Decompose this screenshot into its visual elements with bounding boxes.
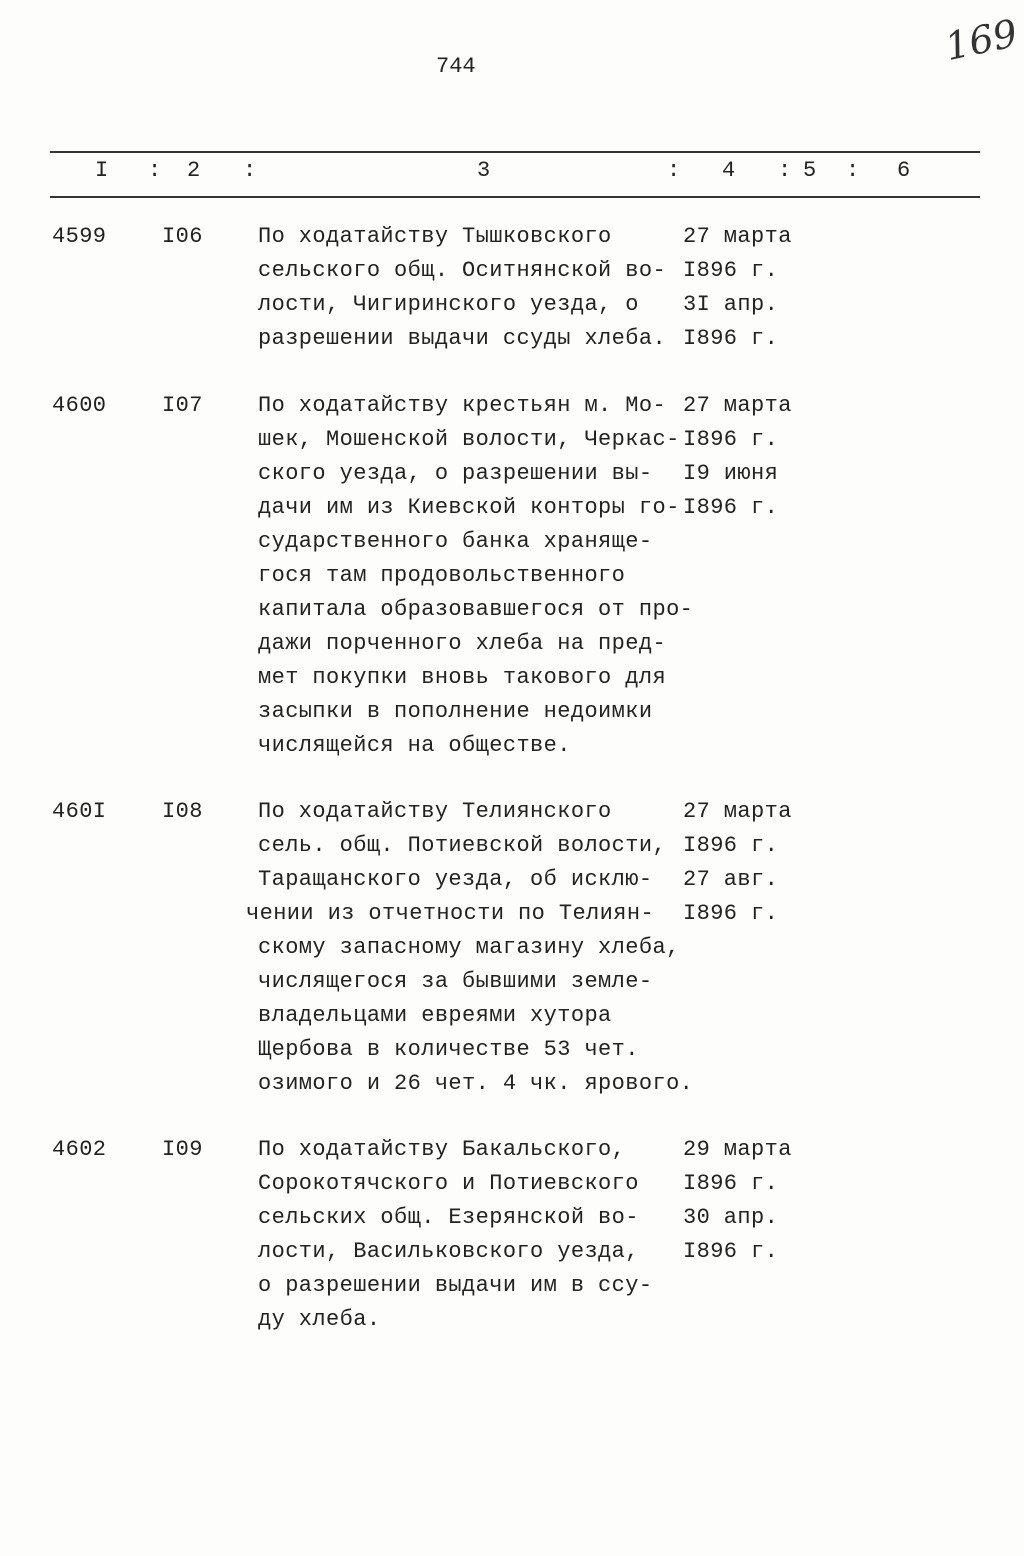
date-line: I896 г. [683, 495, 779, 520]
description-line: сель. общ. Потиевской волости, [258, 833, 667, 858]
date-line: I9 июня [683, 461, 779, 486]
description-line: чении из отчетности по Телиян- [246, 901, 655, 926]
entry-description [258, 1133, 698, 1337]
column-separator: : [148, 158, 162, 183]
date-line: I896 г. [683, 833, 779, 858]
entry-description [258, 220, 698, 356]
column-header: 5 [803, 158, 817, 183]
entry-number-text: 460I [52, 799, 107, 824]
entry-description [258, 389, 698, 763]
item-number-text: I07 [162, 393, 203, 418]
description-line: лости, Чигиринского уезда, о [258, 292, 639, 317]
handwritten-folio-number: 169 [941, 10, 1022, 70]
date-line: I896 г. [683, 258, 779, 283]
description-line: дажи порченного хлеба на пред- [258, 631, 667, 656]
item-number [162, 795, 203, 829]
description-line: Таращанского уезда, об исклю- [258, 867, 653, 892]
description-line: сельского общ. Оситнянской во- [258, 258, 667, 283]
date-line: 27 марта [683, 224, 792, 249]
entry-number-text: 4600 [52, 393, 107, 418]
description-line: По ходатайству Тышковского [258, 224, 612, 249]
column-separator: : [667, 158, 681, 183]
entry-number-text: 4599 [52, 224, 107, 249]
entry-number-text: 4602 [52, 1137, 107, 1162]
header-bottom-rule [50, 196, 980, 198]
column-header: 2 [187, 158, 201, 183]
description-line: капитала образовавшегося от про- [258, 597, 694, 622]
description-line: мет покупки вновь такового для [258, 665, 667, 690]
description-line: шек, Мошенской волости, Черкас- [258, 427, 680, 452]
date-line: I896 г. [683, 901, 779, 926]
description-line: засыпки в пополнение недоимки [258, 699, 653, 724]
date-line: 27 марта [683, 799, 792, 824]
item-number-text: I08 [162, 799, 203, 824]
description-line: о разрешении выдачи им в ссу- [258, 1273, 653, 1298]
entry-number [52, 220, 106, 254]
item-number [162, 389, 203, 423]
item-number [162, 220, 203, 254]
entry-number [52, 1133, 106, 1167]
date-line: I896 г. [683, 326, 779, 351]
header-top-rule [50, 151, 980, 153]
description-line: лости, Васильковского уезда, [258, 1239, 639, 1264]
entry-dates [683, 220, 792, 356]
date-line: I896 г. [683, 1171, 779, 1196]
date-line: 27 авг. [683, 867, 779, 892]
column-separator: : [846, 158, 860, 183]
date-line: 3I апр. [683, 292, 779, 317]
page-number: 744 [436, 54, 476, 79]
description-line: ду хлеба. [258, 1307, 381, 1332]
date-line: 29 марта [683, 1137, 792, 1162]
description-line: ского уезда, о разрешении вы- [258, 461, 653, 486]
description-line: озимого и 26 чет. 4 чк. ярового. [258, 1071, 694, 1096]
entry-description [246, 795, 698, 1101]
column-header: I [95, 158, 109, 183]
description-line: Щербова в количестве 53 чет. [258, 1037, 639, 1062]
column-header: 4 [722, 158, 736, 183]
description-line: владельцами евреями хутора [258, 1003, 612, 1028]
item-number-text: I09 [162, 1137, 203, 1162]
description-line: разрешении выдачи ссуды хлеба. [258, 326, 667, 351]
description-line: сударственного банка хранящe- [258, 529, 653, 554]
description-line: Сорокотячского и Потиевского [258, 1171, 639, 1196]
entry-dates [683, 1133, 792, 1269]
description-line: гося там продовольственного [258, 563, 626, 588]
column-header: 3 [477, 158, 491, 183]
date-line: I896 г. [683, 427, 779, 452]
date-line: I896 г. [683, 1239, 779, 1264]
date-line: 30 апр. [683, 1205, 779, 1230]
description-line: скому запасному магазину хлеба, [258, 935, 680, 960]
item-number [162, 1133, 203, 1167]
column-header-row [50, 158, 980, 192]
entry-dates [683, 795, 792, 931]
description-line: По ходатайству Телиянского [258, 799, 612, 824]
description-line: дачи им из Киевской конторы го- [258, 495, 680, 520]
description-line: сельских общ. Езерянской во- [258, 1205, 639, 1230]
description-line: По ходатайству Бакальского, [258, 1137, 626, 1162]
entry-dates [683, 389, 792, 525]
item-number-text: I06 [162, 224, 203, 249]
column-header: 6 [897, 158, 911, 183]
entry-number [52, 795, 106, 829]
entry-number [52, 389, 106, 423]
column-separator: : [778, 158, 792, 183]
column-separator: : [243, 158, 257, 183]
description-line: числящегося за бывшими земле- [258, 969, 653, 994]
date-line: 27 марта [683, 393, 792, 418]
description-line: числящейся на обществе. [258, 733, 571, 758]
description-line: По ходатайству крестьян м. Мо- [258, 393, 667, 418]
